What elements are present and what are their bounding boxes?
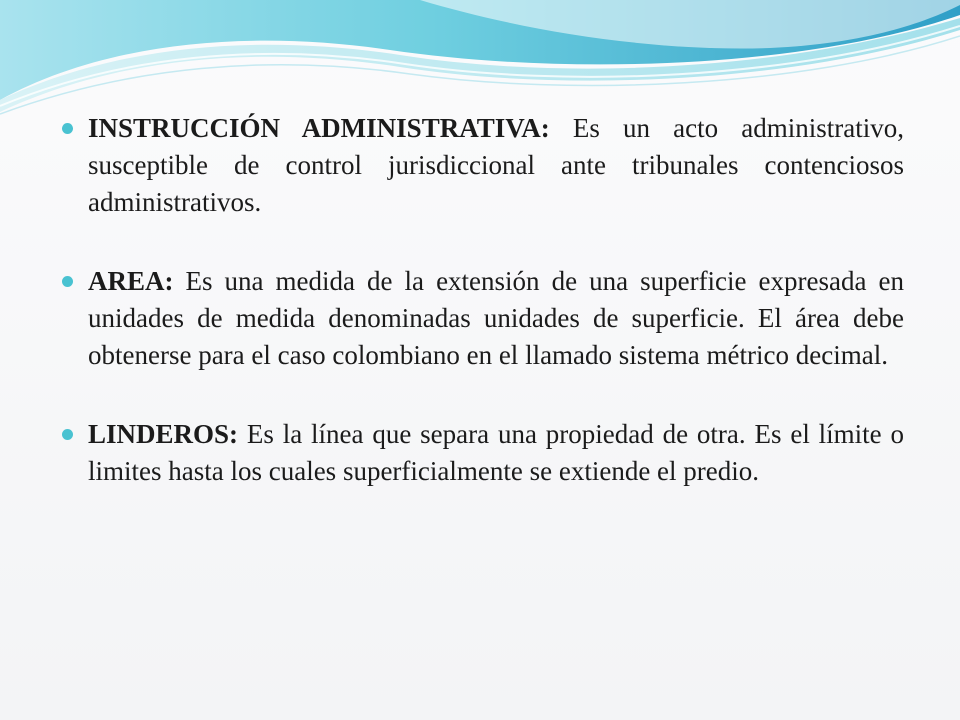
bullet-dot-icon [62, 123, 73, 134]
bullet-dot-icon [62, 429, 73, 440]
bullet-term: AREA: [88, 266, 174, 296]
bullet-item-area [62, 263, 904, 374]
bullet-term: LINDEROS: [88, 419, 239, 449]
header-wave-decoration [0, 0, 960, 125]
bullet-text: Es una medida de la extensión de una superficie expresada en unidades de medida denominadas unidades de superficie. El área debe obtenerse para el caso colombiano en el llamado sistema métrico decimal. [88, 266, 904, 370]
bullet-dot-icon [62, 276, 73, 287]
bullet-term: INSTRUCCIÓN ADMINISTRATIVA: [88, 113, 550, 143]
bullet-list [62, 110, 904, 532]
bullet-text: Es un acto administrativo, susceptible de control jurisdiccional ante tribunales contenciosos administrativos. [88, 113, 904, 217]
bullet-text: Es la línea que separa una propiedad de otra. Es el límite o limites hasta los cuales superficialmente se extiende el predio. [88, 419, 904, 486]
bullet-item-linderos [62, 416, 904, 490]
bullet-item-instruccion-administrativa [62, 110, 904, 221]
